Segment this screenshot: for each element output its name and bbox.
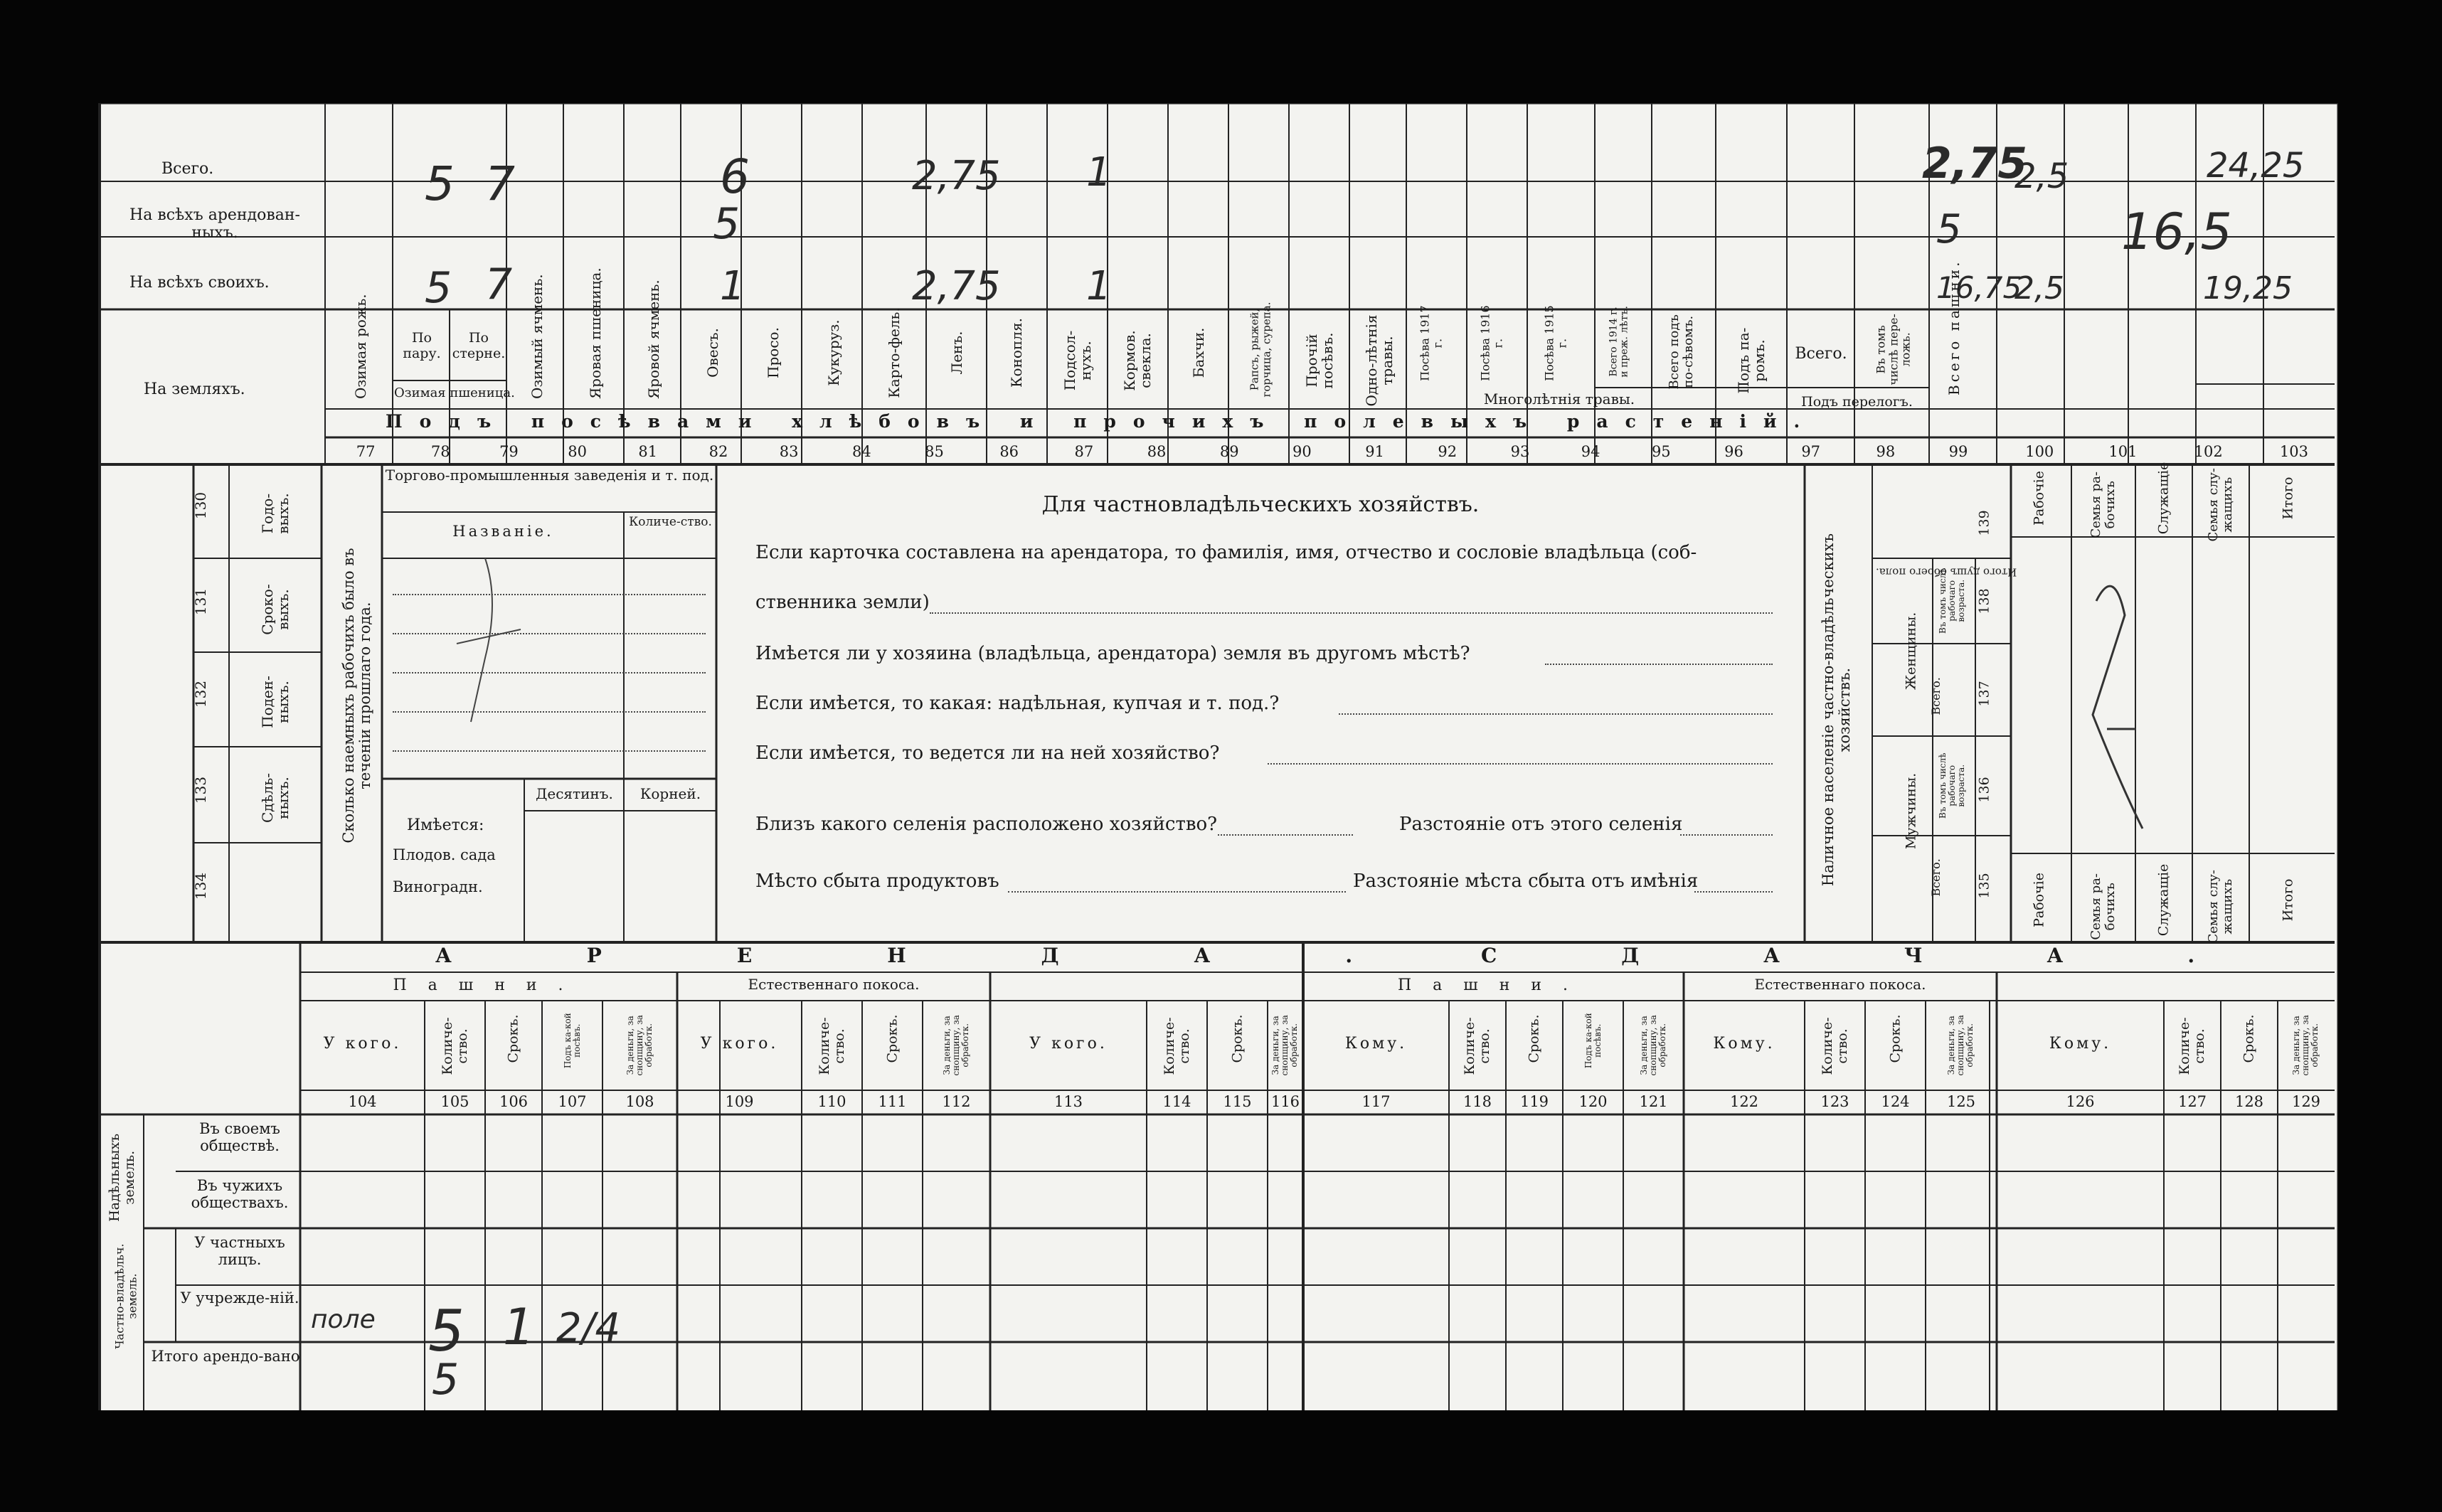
crop-header-7: Просо.: [765, 327, 782, 378]
hired-workers-caption: Сколько наемныхъ рабочихъ было въ теченiи прошлаго года.: [339, 548, 373, 843]
dotline: [1218, 834, 1353, 836]
hw-vsego-4: 2,75: [912, 153, 1001, 199]
hw-bottom-2: 1: [503, 1298, 535, 1356]
bottom-header-5: У кого.: [700, 1035, 779, 1053]
crop-header-25: Въ томъ числѣ пере-ложь.: [1874, 314, 1913, 385]
pod-perelog: Подъ перелогъ.: [1801, 394, 1913, 410]
col-num-100: 100: [2025, 443, 2054, 460]
bottom-col-num-110: 110: [817, 1093, 846, 1110]
bottom-header-25: За деньги, за снопщину, за обработк.: [2291, 1015, 2320, 1076]
bottom-header-12: За деньги, за снопщину, за обработк.: [1270, 1015, 1300, 1076]
crop-header-20: Посѣва 1915 г.: [1542, 305, 1568, 381]
crop-header-16: Прочiй посѣвъ.: [1303, 332, 1336, 389]
bottom-header-3: Подъ ка-кой посѣвъ.: [562, 1013, 582, 1069]
col-num-87: 87: [1074, 443, 1094, 460]
crop-header-2: По стерне.: [452, 330, 506, 361]
col-num-83: 83: [779, 443, 799, 460]
row-label-na-zemlyakh: На земляхъ.: [144, 380, 245, 398]
bottom-header-11: Срокъ.: [1229, 1014, 1246, 1063]
bottom-col-num-120: 120: [1578, 1093, 1608, 1110]
group-nadelnykh: Надѣльныхъ земель.: [107, 1133, 137, 1222]
row-label-vsego: Всего.: [161, 160, 214, 178]
private-q6: Мѣсто сбыта продуктовъ: [755, 871, 999, 892]
dotline: [930, 612, 1773, 614]
dotline: [393, 633, 706, 634]
col-num-94: 94: [1581, 443, 1600, 460]
col-num-86: 86: [999, 443, 1019, 460]
col-num-79: 79: [499, 443, 519, 460]
dotline: [1339, 713, 1773, 715]
hw-bottom-word: поле: [311, 1305, 376, 1334]
bottom-col-num-114: 114: [1162, 1093, 1191, 1110]
arenda-pokos: Естественнаго покоса.: [748, 976, 920, 993]
imeetsya-label: Имѣется:: [407, 816, 484, 834]
private-q2: Имѣется ли у хозяина (владѣльца, арендатора) земля въ другомъ мѣстѣ?: [755, 643, 1470, 664]
crop-header-26: Всего пашни.: [1945, 259, 1963, 395]
bottom-col-num-117: 117: [1361, 1093, 1391, 1110]
row-label-srokovykh: Сроко-выхъ.: [259, 584, 292, 635]
crop-header-3: Озимый ячмень.: [529, 274, 546, 399]
bottom-header-2: Срокъ.: [505, 1014, 521, 1063]
hw-vsego-2: 7: [485, 156, 515, 211]
private-q1b: ственника земли): [755, 592, 930, 613]
muzh-vsego: Всего.: [1929, 858, 1943, 897]
bottom-col-num-115: 115: [1223, 1093, 1252, 1110]
col-num-96: 96: [1724, 443, 1743, 460]
crop-header-11: Конопля.: [1008, 318, 1025, 388]
dotline: [1268, 763, 1773, 765]
bottom-col-num-128: 128: [2234, 1093, 2264, 1110]
bottom-col-num-119: 119: [1519, 1093, 1549, 1110]
bottom-col-num-106: 106: [499, 1093, 529, 1110]
crop-header-19: Посѣва 1916 г.: [1478, 305, 1504, 381]
bottom-header-23: Количе-ство.: [2177, 1017, 2207, 1075]
crop-header-6: Овесъ.: [704, 328, 721, 378]
dotline: [393, 750, 706, 752]
bottom-header-17: За деньги, за снопщину, за обработк.: [1638, 1015, 1668, 1076]
private-q6b: Разстоянiе мѣста сбыта отъ имѣнiя: [1353, 871, 1699, 892]
pop-num-136: 136: [1976, 777, 1992, 803]
crop-header-12: Подсол-нухъ.: [1061, 330, 1094, 391]
crop-header-14: Бахчи.: [1190, 327, 1207, 378]
row-num-134: 134: [192, 872, 209, 900]
sdacha-pashni: Пашни.: [1397, 976, 1590, 994]
mnogoletnie-travy: Многолѣтнiя травы.: [1483, 390, 1635, 408]
crop-header-22: Всего подъ по-сѣвомъ.: [1667, 314, 1696, 390]
right-h-itogo: Итого: [2280, 477, 2296, 520]
row-num-131: 131: [192, 587, 209, 616]
bottom-col-num-121: 121: [1639, 1093, 1668, 1110]
bottom-header-19: Количе-ство.: [1819, 1017, 1850, 1075]
right-b-semya-sl: Семья слу-жащихъ: [2206, 870, 2235, 944]
bottom-col-num-118: 118: [1462, 1093, 1492, 1110]
bottom-header-9: У кого.: [1029, 1035, 1108, 1053]
crop-header-4: Яровая пшеница.: [587, 267, 604, 399]
bottom-header-21: За деньги, за снопщину, за обработк.: [1946, 1015, 1975, 1076]
pop-num-139: 139: [1976, 510, 1992, 536]
dotline: [393, 711, 706, 713]
itogo-dush: Итого душъ обоего пола.: [1876, 565, 2017, 579]
row-itogo-arend: Итого арендо-вано: [151, 1348, 300, 1365]
right-b-sluzh: Служащiе: [2155, 863, 2172, 937]
crop-header-5: Яровой ячмень.: [645, 279, 662, 399]
crop-header-23: Подъ па-ромъ.: [1735, 327, 1768, 394]
right-b-itogo: Итого: [2280, 878, 2296, 922]
hw-bottom-4: 5: [432, 1355, 460, 1405]
zhen-label: Женщины.: [1903, 612, 1919, 691]
col-num-99: 99: [1948, 443, 1968, 460]
col-num-91: 91: [1365, 443, 1384, 460]
bottom-header-18: Кому.: [1713, 1035, 1775, 1053]
private-q1: Если карточка составлена на арендатора, то фамилiя, имя, отчество и сословiе владѣльца (соб-: [755, 542, 1697, 563]
col-num-93: 93: [1510, 443, 1530, 460]
bottom-col-num-126: 126: [2066, 1093, 2095, 1110]
crop-header-17: Одно-лѣтнiя травы.: [1363, 314, 1396, 407]
trade-title: Торгово-промышленныя заведенiя и т. под.: [385, 467, 714, 484]
hw-vsego-8: 24,25: [2207, 146, 2305, 186]
col-num-88: 88: [1147, 443, 1167, 460]
col-num-80: 80: [568, 443, 587, 460]
bottom-col-num-112: 112: [942, 1093, 971, 1110]
row-chuzhikh: Въ чужихъ обществахъ.: [191, 1177, 289, 1212]
muzh-label: Мужчины.: [1903, 772, 1919, 850]
bottom-col-num-125: 125: [1946, 1093, 1976, 1110]
population-caption: Наличное населенiе частно-владѣльческихъ хозяйствъ.: [1819, 533, 1853, 887]
col-num-90: 90: [1292, 443, 1312, 460]
pop-num-138: 138: [1976, 588, 1992, 614]
row-label-godovykh: Годо-выхъ.: [259, 493, 292, 534]
bottom-header-10: Количе-ство.: [1161, 1017, 1192, 1075]
right-h-rabochie: Рабочiе: [2031, 471, 2047, 526]
right-h-semya-sl: Семья слу-жащихъ: [2206, 468, 2235, 542]
col-num-82: 82: [708, 443, 728, 460]
sdacha-pokos: Естественнаго покоса.: [1754, 976, 1926, 993]
dotline: [1008, 891, 1346, 893]
row-label-podennykh: Поден-ныхъ.: [259, 676, 292, 728]
col-num-102: 102: [2194, 443, 2223, 460]
bottom-col-num-105: 105: [440, 1093, 469, 1110]
vinograd-label: Виноградн.: [393, 878, 483, 895]
pop-num-135: 135: [1976, 873, 1992, 899]
crop-header-13: Кормов. свекла.: [1121, 330, 1154, 391]
bottom-header-14: Количе-ство.: [1462, 1017, 1492, 1075]
hw-vsego-6: 2,75: [1922, 139, 2028, 188]
bottom-header-8: За деньги, за снопщину, за обработк.: [941, 1015, 971, 1076]
col-num-81: 81: [638, 443, 658, 460]
crop-header-1: По пару.: [403, 330, 441, 361]
dotline: [1694, 891, 1773, 893]
hw-bottom-1: 5: [428, 1298, 464, 1364]
crop-header-15: Рапсъ, рыжей, горчица, сурепа.: [1248, 302, 1273, 398]
bottom-col-num-113: 113: [1053, 1093, 1083, 1110]
bottom-col-num-124: 124: [1881, 1093, 1910, 1110]
bottom-header-0: У кого.: [323, 1035, 402, 1053]
census-card: [98, 103, 2338, 1410]
private-q4: Если имѣется, то ведется ли на ней хозяйство?: [755, 742, 1220, 764]
zhen-vsego: Всего.: [1929, 677, 1943, 715]
col-num-92: 92: [1438, 443, 1458, 460]
korney-col: Корней.: [639, 785, 701, 802]
sdacha-title: СДАЧА.: [1481, 944, 2320, 967]
row-label-sdelnykh: Сдѣль-ныхъ.: [259, 772, 292, 824]
hw-arend-2: 5: [1936, 206, 1962, 252]
right-b-rabochie: Рабочiе: [2031, 873, 2047, 927]
bottom-header-1: Количе-ство.: [439, 1017, 470, 1075]
col-num-98: 98: [1876, 443, 1896, 460]
crop-header-10: Ленъ.: [948, 331, 965, 375]
bottom-header-22: Кому.: [2049, 1035, 2112, 1053]
crop-header-21: Всего 1914 г. и преж. лѣтъ.: [1608, 306, 1630, 378]
hw-svoikh-6: 16,75: [1936, 270, 2022, 305]
plodovy-sad-label: Плодов. сада: [393, 846, 496, 863]
banner-text: Подъ посѣвами хлѣбовъ и прочихъ полевыхъ растенiй.: [386, 411, 1817, 432]
crop-header-18: Посѣва 1917 г.: [1418, 305, 1444, 381]
bottom-col-num-108: 108: [625, 1093, 654, 1110]
bottom-header-15: Срокъ.: [1526, 1014, 1542, 1063]
bottom-col-num-107: 107: [558, 1093, 587, 1110]
row-label-svoikh: На всѣхъ своихъ.: [129, 274, 270, 292]
private-q3: Если имѣется, то какая: надѣльная, купчая и т. под.?: [755, 693, 1280, 714]
bottom-header-24: Срокъ.: [2241, 1014, 2257, 1063]
bottom-col-num-123: 123: [1820, 1093, 1849, 1110]
row-num-133: 133: [192, 776, 209, 804]
right-h-semya-rab: Семья ра-бочихъ: [2088, 471, 2118, 538]
row-num-132: 132: [192, 680, 209, 708]
bottom-header-20: Срокъ.: [1887, 1014, 1904, 1063]
col-num-103: 103: [2279, 443, 2308, 460]
dotline: [393, 672, 706, 674]
hw-vsego-3: 6: [720, 149, 750, 204]
col-num-78: 78: [430, 443, 450, 460]
bottom-col-num-127: 127: [2177, 1093, 2207, 1110]
trade-name-col: Названiе.: [452, 523, 554, 540]
hw-arend-1: 5: [713, 199, 740, 249]
col-num-95: 95: [1651, 443, 1671, 460]
crop-header-9: Карто-фель.: [886, 307, 903, 398]
bottom-header-7: Срокъ.: [884, 1014, 901, 1063]
crop-header-24: Всего.: [1795, 345, 1847, 363]
trade-qty-col: Количе-ство.: [629, 515, 712, 529]
private-q5: Близъ какого селенiя расположено хозяйство?: [755, 814, 1218, 835]
muzh-v-tom: Въ томъ числѣ рабочаго возраста.: [1938, 752, 1967, 819]
right-h-sluzh: Служащiе: [2155, 462, 2172, 535]
row-svoem: Въ своемъ обществѣ.: [199, 1120, 280, 1155]
col-num-101: 101: [2108, 443, 2138, 460]
col-num-77: 77: [356, 443, 376, 460]
pop-num-137: 137: [1976, 681, 1992, 707]
hw-svoikh-7: 2,5: [2014, 270, 2064, 307]
col-num-85: 85: [925, 443, 944, 460]
row-uchrezhd: У учрежде-нiй.: [180, 1289, 299, 1306]
crop-header-8: Кукуруз.: [825, 319, 842, 386]
hw-svoikh-1: 5: [425, 263, 452, 313]
private-title: Для частновладѣльческихъ хозяйствъ.: [1041, 492, 1480, 517]
hw-svoikh-2: 7: [485, 260, 513, 309]
hw-vsego-1: 5: [425, 156, 455, 211]
hw-svoikh-8: 19,25: [2203, 270, 2293, 307]
desyatin-col: Десятинъ.: [536, 785, 613, 802]
bottom-header-13: Кому.: [1344, 1035, 1408, 1053]
zhen-v-tom: Въ томъ числѣ рабочаго возраста.: [1938, 568, 1967, 634]
bottom-header-6: Количе-ство.: [816, 1017, 847, 1075]
hw-svoikh-3: 1: [720, 263, 745, 309]
arenda-title: АРЕНДА.: [435, 944, 1488, 967]
bottom-header-4: За деньги, за снопщину, за обработк.: [625, 1015, 654, 1076]
col-num-97: 97: [1801, 443, 1821, 460]
bottom-col-num-111: 111: [878, 1093, 907, 1110]
col-num-89: 89: [1219, 443, 1239, 460]
crop-header-0: Озимая рожь.: [352, 294, 369, 399]
hw-arend-3: 16,5: [2121, 203, 2232, 261]
bottom-col-num-129: 129: [2291, 1093, 2321, 1110]
hw-vsego-5: 1: [1086, 149, 1112, 196]
bottom-col-num-122: 122: [1729, 1093, 1759, 1110]
bottom-header-16: Подъ ка-кой посѣвъ.: [1583, 1013, 1603, 1069]
col-num-84: 84: [851, 443, 871, 460]
arenda-pashni: Пашни.: [393, 976, 585, 994]
bottom-col-num-109: 109: [725, 1093, 754, 1110]
dotline: [1680, 834, 1773, 836]
group-chastno: Частно-владѣльч. земель.: [112, 1243, 139, 1349]
hw-svoikh-4: 2,75: [912, 263, 1001, 309]
row-chastnykh: У частныхъ лицъ.: [194, 1234, 285, 1269]
dotline: [1545, 664, 1773, 665]
bottom-col-num-116: 116: [1270, 1093, 1300, 1110]
right-b-semya-rab: Семья ра-бочихъ: [2088, 873, 2118, 940]
bottom-col-num-104: 104: [348, 1093, 377, 1110]
row-num-130: 130: [192, 491, 209, 520]
ozimaya-pshenitsa: Озимая пшеница.: [394, 385, 515, 400]
hw-svoikh-5: 1: [1086, 263, 1112, 309]
row-label-arend: На всѣхъ арендован-ныхъ.: [129, 206, 300, 243]
private-q5b: Разстоянiе отъ этого селенiя: [1399, 814, 1683, 835]
hw-bottom-3: 2/4: [556, 1305, 621, 1351]
dotline: [393, 594, 706, 595]
hw-vsego-7: 2,5: [2014, 156, 2069, 196]
